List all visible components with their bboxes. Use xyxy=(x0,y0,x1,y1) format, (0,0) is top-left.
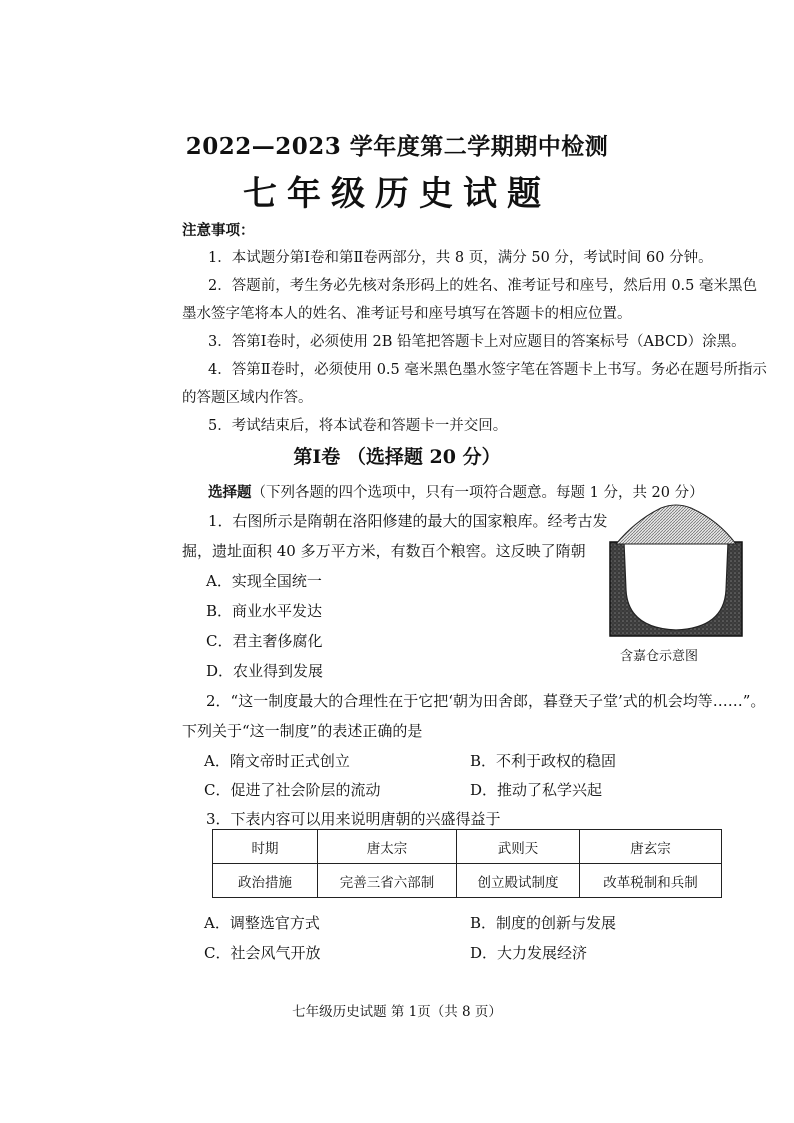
section-instruction xyxy=(208,481,704,502)
q1-option: C．君主奢侈腐化 xyxy=(206,632,323,650)
table-cell: 唐玄宗 xyxy=(580,830,722,864)
q2-option: D．推动了私学兴起 xyxy=(470,781,603,799)
q3-option: A．调整选官方式 xyxy=(204,914,320,932)
table-row xyxy=(213,864,722,898)
q2-option: C．促进了社会阶层的流动 xyxy=(204,781,381,799)
q1-stem-line: 掘，遗址面积 40 多万平方米，有数百个粮窖。这反映了隋朝 xyxy=(182,542,586,560)
table-cell: 改革税制和兵制 xyxy=(580,864,722,898)
q3-option: B．制度的创新与发展 xyxy=(470,914,617,932)
note-item: 3．答第Ⅰ卷时，必须使用 2B 铅笔把答题卡上对应题目的答案标号（ABCD）涂黑。 xyxy=(208,334,746,350)
instruction-text: （下列各题的四个选项中，只有一项符合题意。每题 1 分，共 20 分） xyxy=(251,485,704,501)
table-cell: 武则天 xyxy=(457,830,580,864)
q1-option: D．农业得到发展 xyxy=(206,662,324,680)
q1-option: A．实现全国统一 xyxy=(206,572,322,590)
exam-title: 2022—2023 学年度第二学期期中检测 xyxy=(185,133,609,160)
instruction-label: 选择题 xyxy=(208,484,252,501)
note-item: 4．答第Ⅱ卷时，必须使用 0.5 毫米黑色墨水签字笔在答题卡上书写。务必在题号所指示 xyxy=(208,362,767,378)
table-cell: 时期 xyxy=(213,830,318,864)
granary-figure xyxy=(606,500,746,640)
q2-stem-line: 2．“这一制度最大的合理性在于它把‘朝为田舍郎，暮登天子堂’式的机会均等……”。 xyxy=(206,692,766,710)
notes-heading: 注意事项： xyxy=(182,222,255,239)
q2-stem-line: 下列关于“这一制度”的表述正确的是 xyxy=(182,722,423,740)
q2-option: A．隋文帝时正式创立 xyxy=(204,752,350,770)
table-cell: 创立殿试制度 xyxy=(457,864,580,898)
note-item: 1．本试题分第Ⅰ卷和第Ⅱ卷两部分，共 8 页，满分 50 分，考试时间 60 分钟。 xyxy=(208,250,713,266)
table-row xyxy=(213,830,722,864)
section-title: 第Ⅰ卷 （选择题 20 分） xyxy=(293,446,501,468)
note-item: 2．答题前，考生务必先核对条形码上的姓名、准考证号和座号，然后用 0.5 毫米黑色 xyxy=(208,278,758,294)
exam-subtitle: 七年级历史试题 xyxy=(243,174,551,214)
q1-option: B．商业水平发达 xyxy=(206,602,323,620)
table-cell: 政治措施 xyxy=(213,864,318,898)
page-footer: 七年级历史试题 第 1页（共 8 页） xyxy=(292,1004,502,1020)
q2-option: B．不利于政权的稳固 xyxy=(470,752,617,770)
q3-stem: 3．下表内容可以用来说明唐朝的兴盛得益于 xyxy=(206,810,501,828)
table-cell: 完善三省六部制 xyxy=(318,864,457,898)
table-cell: 唐太宗 xyxy=(318,830,457,864)
q3-table xyxy=(212,829,722,898)
note-item: 5．考试结束后，将本试卷和答题卡一并交回。 xyxy=(208,418,508,434)
note-item: 的答题区域内作答。 xyxy=(182,390,313,406)
q3-option: D．大力发展经济 xyxy=(470,944,588,962)
q3-option: C．社会风气开放 xyxy=(204,944,321,962)
q1-stem-line: 1．右图所示是隋朝在洛阳修建的最大的国家粮库。经考古发 xyxy=(208,512,608,530)
figure-caption: 含嘉仓示意图 xyxy=(620,649,699,664)
note-item: 墨水签字笔将本人的姓名、准考证号和座号填写在答题卡的相应位置。 xyxy=(182,306,632,322)
